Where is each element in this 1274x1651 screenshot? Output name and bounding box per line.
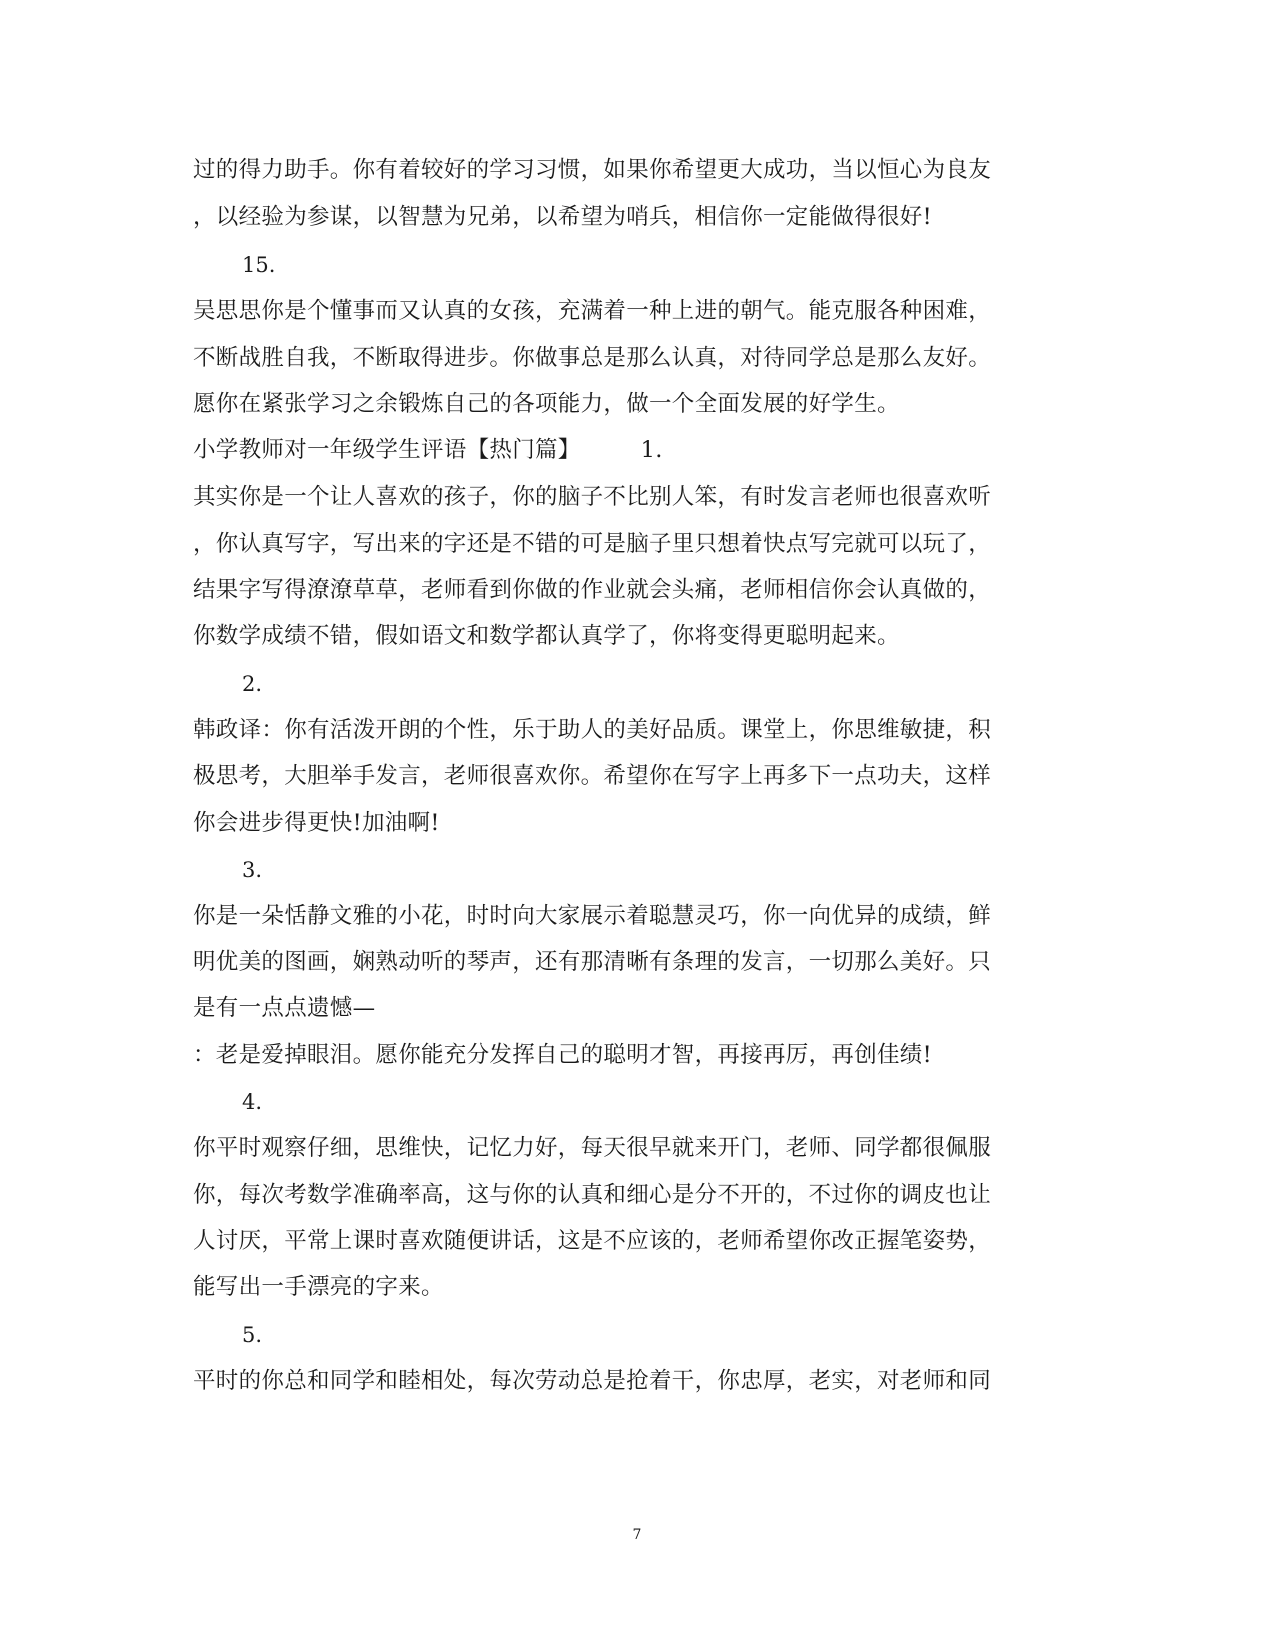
paragraph-line: 你会进步得更快!加油啊! [193,810,440,836]
item-number: 4. [242,1090,263,1114]
paragraph-line: 愿你在紧张学习之余锻炼自己的各项能力，做一个全面发展的好学生。 [193,391,900,417]
section-heading: 小学教师对一年级学生评语【热门篇】 [193,437,581,463]
paragraph-line: ：老是爱掉眼泪。愿你能充分发挥自己的聪明才智，再接再厉，再创佳绩! [193,1042,932,1068]
item-number: 15. [242,253,276,277]
paragraph-line: 人讨厌，平常上课时喜欢随便讲话，这是不应该的，老师希望你改正握笔姿势， [193,1228,992,1254]
paragraph-line: 其实你是一个让人喜欢的孩子，你的脑子不比别人笨，有时发言老师也很喜欢听 [193,484,992,510]
paragraph-line: ，以经验为参谋，以智慧为兄弟，以希望为哨兵，相信你一定能做得很好! [193,204,932,230]
paragraph-line: 极思考，大胆举手发言，老师很喜欢你。希望你在写字上再多下一点功夫，这样 [193,763,992,789]
paragraph-line: 平时的你总和同学和睦相处，每次劳动总是抢着干，你忠厚，老实，对老师和同 [193,1368,992,1394]
item-number: 2. [242,672,263,696]
item-number: 3. [242,858,263,882]
paragraph-line: 你数学成绩不错，假如语文和数学都认真学了，你将变得更聪明起来。 [193,623,900,649]
paragraph-line: 不断战胜自我，不断取得进步。你做事总是那么认真，对待同学总是那么友好。 [193,345,992,371]
paragraph-line: 结果字写得潦潦草草，老师看到你做的作业就会头痛，老师相信你会认真做的， [193,577,992,603]
paragraph-line: 能写出一手漂亮的字来。 [193,1274,444,1300]
paragraph-line: 你是一朵恬静文雅的小花，时时向大家展示着聪慧灵巧，你一向优异的成绩，鲜 [193,903,992,929]
item-number: 5. [242,1323,263,1347]
paragraph-line: 韩政译：你有活泼开朗的个性，乐于助人的美好品质。课堂上，你思维敏捷，积 [193,717,992,743]
paragraph-line: 是有一点点遗憾— [193,995,376,1021]
paragraph-line: 吴思思你是个懂事而又认真的女孩，充满着一种上进的朝气。能克服各种困难， [193,298,992,324]
paragraph-line: 你平时观察仔细，思维快，记忆力好，每天很早就来开门，老师、同学都很佩服 [193,1135,992,1161]
item-number: 1. [640,437,663,463]
paragraph-line: 过的得力助手。你有着较好的学习习惯，如果你希望更大成功，当以恒心为良友 [193,157,992,183]
page-number: 7 [632,1527,642,1543]
paragraph-line: ，你认真写字，写出来的字还是不错的可是脑子里只想着快点写完就可以玩了， [193,531,992,557]
paragraph-line: 你，每次考数学准确率高，这与你的认真和细心是分不开的，不过你的调皮也让 [193,1182,992,1208]
section-heading-line [193,435,663,465]
paragraph-line: 明优美的图画，娴熟动听的琴声，还有那清晰有条理的发言，一切那么美好。只 [193,949,992,975]
